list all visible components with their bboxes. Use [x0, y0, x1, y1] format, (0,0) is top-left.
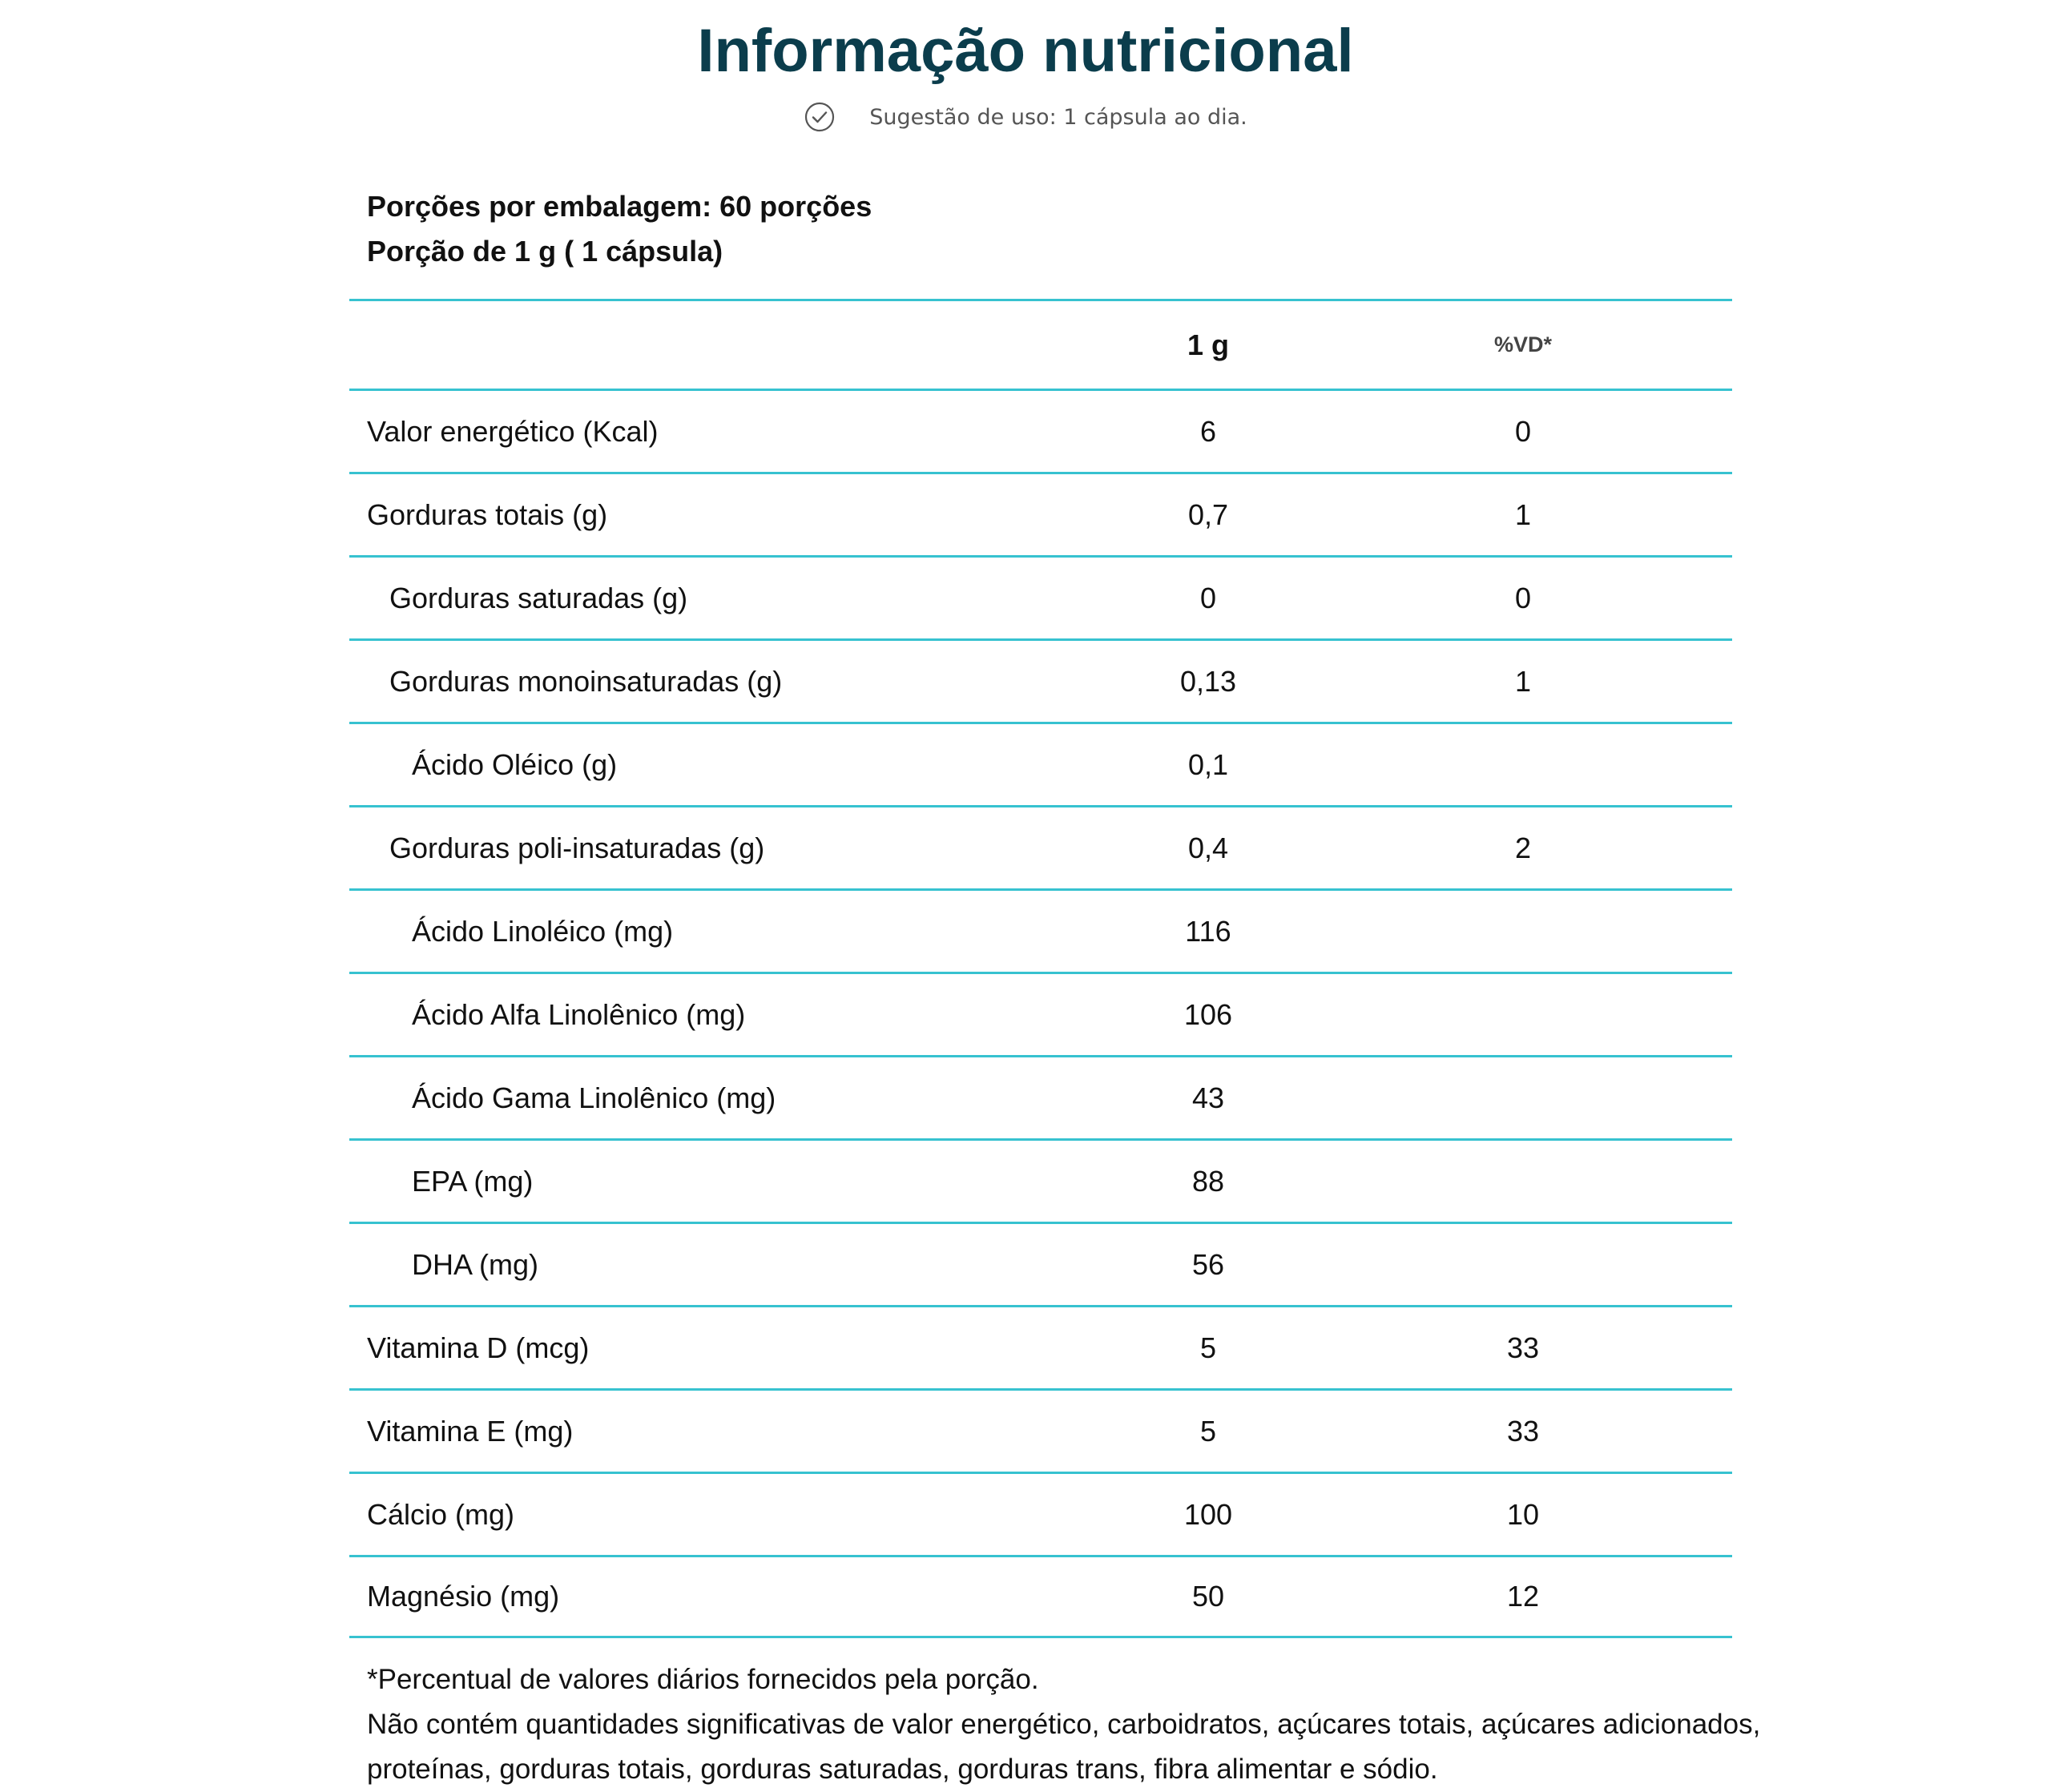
table-row: [349, 1388, 1732, 1472]
nutrient-daily-value: 33: [1506, 1331, 1540, 1364]
nutrient-amount: 0,13: [1179, 664, 1237, 698]
nutrient-name: Cálcio (mg): [367, 1497, 515, 1531]
usage-suggestion-text: Sugestão de uso: 1 cápsula ao dia.: [869, 104, 1247, 130]
table-header-row: [349, 299, 1732, 389]
nutrient-name: Ácido Gama Linolênico (mg): [412, 1081, 776, 1114]
nutrient-amount: 5: [1199, 1331, 1217, 1364]
table-row: [349, 1305, 1732, 1388]
nutrient-name: Magnésio (mg): [367, 1580, 560, 1613]
table-row: [349, 555, 1732, 638]
usage-suggestion: [0, 95, 2051, 139]
nutrient-amount: 43: [1191, 1081, 1225, 1114]
nutrient-daily-value: 10: [1506, 1497, 1540, 1531]
nutrient-amount: 88: [1191, 1164, 1225, 1198]
table-row: [349, 972, 1732, 1055]
page-title: Informação nutricional: [697, 17, 1354, 85]
nutrient-name: Ácido Alfa Linolênico (mg): [412, 997, 746, 1031]
nutrient-name: DHA (mg): [412, 1247, 539, 1281]
check-circle-icon: [804, 101, 836, 133]
nutrient-amount: 100: [1183, 1497, 1233, 1531]
servings-info: [367, 184, 1729, 274]
table-row: [349, 1472, 1732, 1555]
header-daily-value: %VD*: [1493, 332, 1553, 356]
nutrient-amount: 116: [1185, 914, 1231, 948]
nutrient-daily-value: 0: [1514, 414, 1532, 448]
nutrient-amount: 0,4: [1187, 831, 1229, 864]
table-row: [349, 389, 1732, 472]
nutrient-name: Gorduras saturadas (g): [389, 581, 688, 614]
footnote-daily-values: *Percentual de valores diários fornecidos pela porção.: [367, 1664, 1039, 1695]
nutrient-amount: 50: [1191, 1580, 1225, 1613]
nutrient-daily-value: 12: [1506, 1580, 1540, 1613]
table-row: [349, 805, 1732, 888]
nutrient-daily-value: 2: [1514, 831, 1532, 864]
nutrient-name: EPA (mg): [412, 1164, 534, 1198]
nutrition-table: [349, 299, 1732, 1638]
nutrient-name: Ácido Linoléico (mg): [412, 914, 674, 948]
footnote-disclaimer: Não contém quantidades significativas de valor energético, carboidratos, açúcares totais, açúcares adicionados, proteínas, gorduras totais, gorduras saturadas, gorduras trans, fibra alimentar e sódio.: [367, 1709, 1761, 1785]
nutrient-amount: 6: [1199, 414, 1217, 448]
nutrient-amount: 0: [1199, 581, 1217, 614]
table-row: [349, 1222, 1732, 1305]
table-row: [349, 1138, 1732, 1222]
table-row: [349, 1555, 1732, 1638]
table-row: [349, 638, 1732, 722]
table-row: [349, 1055, 1732, 1138]
nutrient-name: Valor energético (Kcal): [367, 414, 659, 448]
footnote: [367, 1657, 1777, 1792]
nutrient-amount: 5: [1199, 1414, 1217, 1448]
nutrient-daily-value: 1: [1514, 497, 1532, 531]
nutrient-daily-value: 33: [1506, 1414, 1540, 1448]
nutrient-name: Ácido Oléico (g): [412, 747, 618, 781]
nutrient-name: Gorduras totais (g): [367, 497, 608, 531]
nutrient-name: Vitamina D (mcg): [367, 1331, 590, 1364]
table-row: [349, 472, 1732, 555]
nutrient-amount: 106: [1183, 997, 1233, 1031]
nutrient-amount: 0,7: [1187, 497, 1229, 531]
nutrient-name: Gorduras poli-insaturadas (g): [389, 831, 765, 864]
portion-size: Porção de 1 g ( 1 cápsula): [367, 235, 723, 268]
nutrient-daily-value: 1: [1514, 664, 1532, 698]
nutrient-amount: 56: [1191, 1247, 1225, 1281]
nutrient-daily-value: 0: [1514, 581, 1532, 614]
servings-per-package: Porções por embalagem: 60 porções: [367, 190, 872, 223]
table-row: [349, 888, 1732, 972]
nutrient-name: Gorduras monoinsaturadas (g): [389, 664, 783, 698]
table-row: [349, 722, 1732, 805]
nutrient-amount: 0,1: [1187, 747, 1229, 781]
nutrient-name: Vitamina E (mg): [367, 1414, 574, 1448]
header-amount: 1 g: [1187, 328, 1229, 361]
